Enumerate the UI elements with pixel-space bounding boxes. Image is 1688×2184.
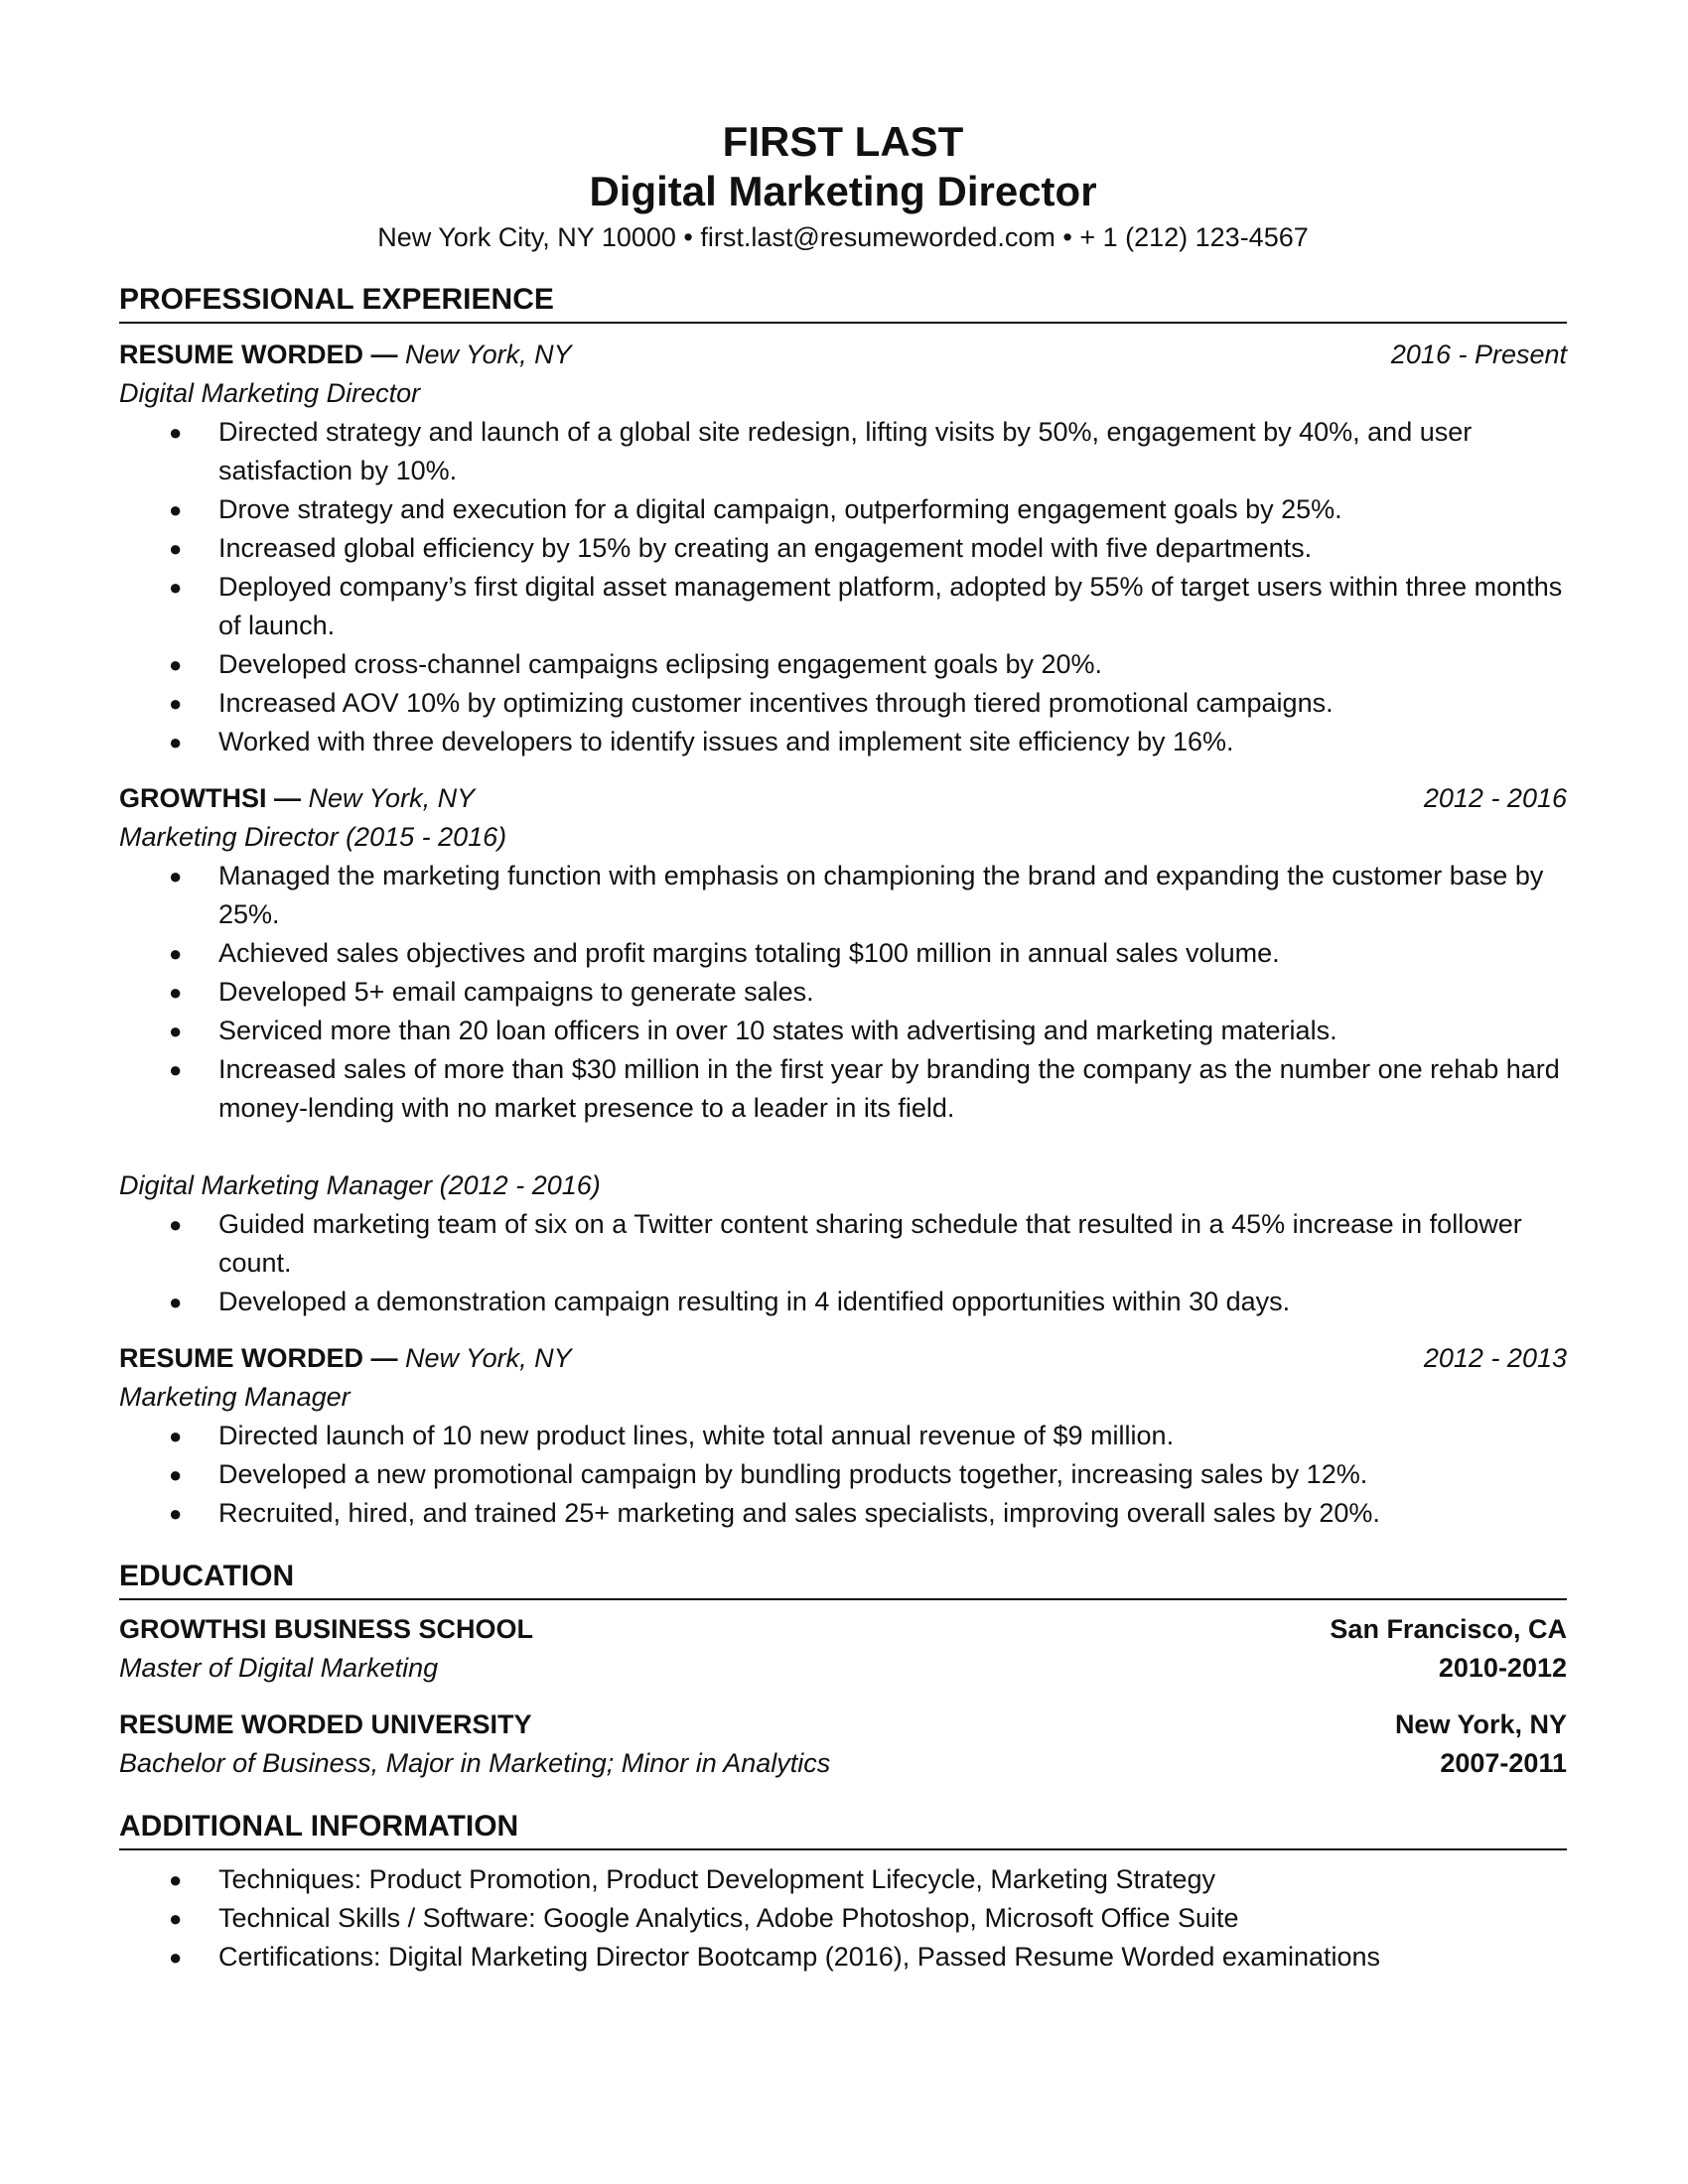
bullet-item <box>119 1050 1567 1128</box>
job-employer <box>119 1339 572 1378</box>
education-years: 2007-2011 <box>1440 1748 1567 1778</box>
bullet-icon: ● <box>169 420 183 445</box>
job-dates: 2012 - 2013 <box>1423 1343 1567 1373</box>
bullet-item <box>119 934 1567 973</box>
bullet-text: Technical Skills / Software: Google Analytics, Adobe Photoshop, Microsoft Office Suite <box>218 1903 1239 1933</box>
bullet-icon: ● <box>169 497 183 522</box>
education-list <box>119 1610 1567 1783</box>
education-section <box>119 1557 1567 1783</box>
job-dates: 2012 - 2016 <box>1423 783 1567 813</box>
bullet-icon: ● <box>169 1867 183 1892</box>
bullet-icon: ● <box>169 1945 183 1970</box>
bullet-icon: ● <box>169 1019 183 1043</box>
bullet-icon: ● <box>169 980 183 1005</box>
company-name: RESUME WORDED — <box>119 1343 398 1373</box>
bullet-item <box>119 973 1567 1012</box>
bullet-text: Increased AOV 10% by optimizing customer incentives through tiered promotional campaigns. <box>218 688 1334 718</box>
role-title: Marketing Manager <box>119 1382 351 1412</box>
bullet-icon: ● <box>169 941 183 966</box>
bullet-text: Certifications: Digital Marketing Director Bootcamp (2016), Passed Resume Worded examinations <box>218 1942 1381 1972</box>
additional-list <box>119 1860 1567 1977</box>
bullet-item <box>119 1938 1567 1977</box>
experience-section <box>119 280 1567 1533</box>
education-row <box>119 1649 1567 1688</box>
bullet-text: Managed the marketing function with emphasis on championing the brand and expanding the customer base by 25%. <box>218 861 1544 929</box>
degree-name: Bachelor of Business, Major in Marketing; Minor in Analytics <box>119 1748 831 1778</box>
bullet-text: Developed a new promotional campaign by bundling products together, increasing sales by 12%. <box>218 1459 1368 1489</box>
role-bullets <box>119 1205 1567 1321</box>
job-entry <box>119 779 1567 1321</box>
experience-list <box>119 336 1567 1533</box>
job-location: New York, NY <box>405 340 572 369</box>
job-header-row <box>119 1339 1567 1378</box>
bullet-text: Directed launch of 10 new product lines, white total annual revenue of $9 million. <box>218 1421 1175 1450</box>
job-location: New York, NY <box>308 783 476 813</box>
bullet-text: Techniques: Product Promotion, Product Development Lifecycle, Marketing Strategy <box>218 1864 1215 1894</box>
bullet-text: Worked with three developers to identify issues and implement site efficiency by 16%. <box>218 727 1234 756</box>
bullet-item <box>119 568 1567 645</box>
job-location: New York, NY <box>405 1343 572 1373</box>
education-entry <box>119 1706 1567 1783</box>
bullet-icon: ● <box>169 536 183 561</box>
company-name: RESUME WORDED — <box>119 340 398 369</box>
education-years: 2010-2012 <box>1438 1653 1567 1683</box>
bullet-item <box>119 857 1567 934</box>
bullet-text: Developed 5+ email campaigns to generate sales. <box>218 977 814 1007</box>
bullet-item <box>119 1860 1567 1899</box>
bullet-text: Deployed company’s first digital asset management platform, adopted by 55% of target users within three months of launch. <box>218 572 1563 640</box>
bullet-text: Recruited, hired, and trained 25+ marketing and sales specialists, improving overall sales by 20%. <box>218 1498 1380 1528</box>
job-employer <box>119 779 475 818</box>
bullet-text: Drove strategy and execution for a digital campaign, outperforming engagement goals by 25%. <box>218 494 1342 524</box>
bullet-text: Increased sales of more than $30 million in the first year by branding the company as the number one rehab hard money-lending with no market presence to a leader in its field. <box>218 1054 1560 1123</box>
bullet-item <box>119 1899 1567 1938</box>
bullet-icon: ● <box>169 652 183 677</box>
company-name: GROWTHSI — <box>119 783 301 813</box>
education-row <box>119 1706 1567 1744</box>
bullet-text: Developed a demonstration campaign resulting in 4 identified opportunities within 30 days. <box>218 1287 1291 1316</box>
education-row <box>119 1744 1567 1783</box>
role-bullets <box>119 1417 1567 1533</box>
bullet-item <box>119 1012 1567 1050</box>
job-entry <box>119 336 1567 761</box>
bullet-icon: ● <box>169 575 183 600</box>
bullet-icon: ● <box>169 864 183 888</box>
candidate-name: FIRST LAST <box>722 118 964 165</box>
degree-name: Master of Digital Marketing <box>119 1653 439 1683</box>
role-bullets <box>119 413 1567 761</box>
job-entry <box>119 1339 1567 1533</box>
bullet-icon: ● <box>169 1424 183 1448</box>
job-header-row <box>119 336 1567 374</box>
additional-heading: ADDITIONAL INFORMATION <box>119 1807 1567 1850</box>
bullet-item <box>119 1455 1567 1494</box>
additional-section <box>119 1807 1567 1977</box>
education-row <box>119 1610 1567 1649</box>
bullet-text: Achieved sales objectives and profit margins totaling $100 million in annual sales volume. <box>218 938 1280 968</box>
role-title: Digital Marketing Manager (2012 - 2016) <box>119 1170 601 1200</box>
bullet-item <box>119 413 1567 490</box>
bullet-icon: ● <box>169 730 183 754</box>
bullet-item <box>119 684 1567 723</box>
bullet-icon: ● <box>169 1462 183 1487</box>
school-name: RESUME WORDED UNIVERSITY <box>119 1709 532 1739</box>
role-bullets <box>119 857 1567 1128</box>
bullet-item <box>119 723 1567 761</box>
bullet-text: Increased global efficiency by 15% by creating an engagement model with five departments. <box>218 533 1313 563</box>
education-entry <box>119 1610 1567 1688</box>
bullet-icon: ● <box>169 1501 183 1526</box>
school-name: GROWTHSI BUSINESS SCHOOL <box>119 1614 534 1644</box>
experience-heading: PROFESSIONAL EXPERIENCE <box>119 280 1567 324</box>
bullet-icon: ● <box>169 1057 183 1082</box>
education-heading: EDUCATION <box>119 1557 1567 1600</box>
bullet-text: Directed strategy and launch of a global site redesign, lifting visits by 50%, engagement by 40%, and user satisfaction by 10%. <box>218 417 1473 485</box>
role-title: Marketing Director (2015 - 2016) <box>119 822 507 852</box>
bullet-icon: ● <box>169 1212 183 1237</box>
contact-line: New York City, NY 10000 • first.last@resumeworded.com • + 1 (212) 123-4567 <box>377 222 1309 252</box>
bullet-item <box>119 490 1567 529</box>
resume-header <box>119 117 1567 256</box>
school-location: New York, NY <box>1394 1709 1567 1739</box>
bullet-item <box>119 1417 1567 1455</box>
bullet-item <box>119 1205 1567 1283</box>
resume-page <box>119 117 1567 1977</box>
bullet-icon: ● <box>169 1290 183 1314</box>
job-header-row <box>119 779 1567 818</box>
bullet-item <box>119 1283 1567 1321</box>
job-employer <box>119 336 572 374</box>
bullet-icon: ● <box>169 1906 183 1931</box>
bullet-icon: ● <box>169 691 183 716</box>
bullet-text: Guided marketing team of six on a Twitter content sharing schedule that resulted in a 45% increase in follower count. <box>218 1209 1522 1278</box>
school-location: San Francisco, CA <box>1330 1614 1567 1644</box>
bullet-item <box>119 645 1567 684</box>
bullet-text: Serviced more than 20 loan officers in over 10 states with advertising and marketing materials. <box>218 1016 1337 1045</box>
job-dates: 2016 - Present <box>1390 340 1567 369</box>
bullet-item <box>119 529 1567 568</box>
bullet-item <box>119 1494 1567 1533</box>
candidate-title: Digital Marketing Director <box>589 168 1097 214</box>
bullet-text: Developed cross-channel campaigns eclipsing engagement goals by 20%. <box>218 649 1103 679</box>
role-title: Digital Marketing Director <box>119 378 421 408</box>
